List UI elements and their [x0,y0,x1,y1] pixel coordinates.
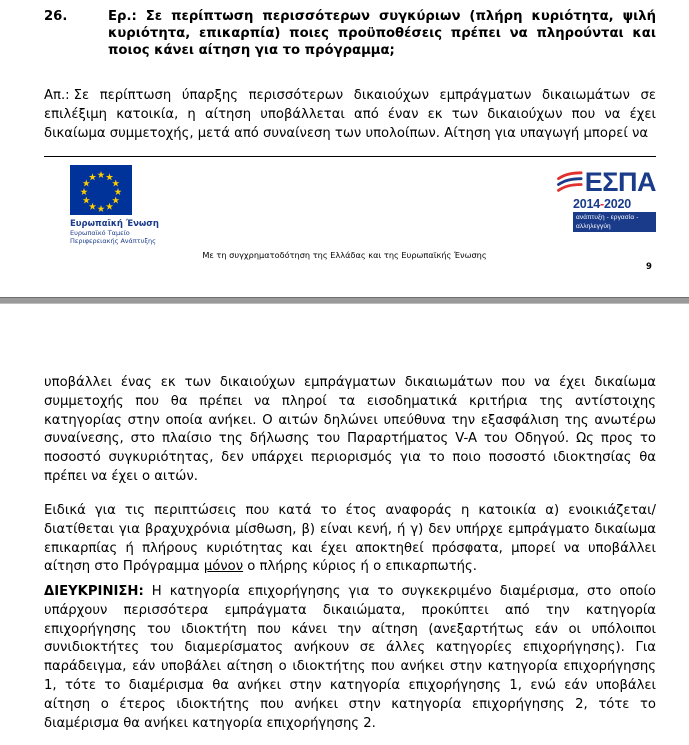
clarification-paragraph [44,583,656,733]
continuation-paragraph: υποβάλλει ένας εκ των δικαιούχων εμπράγματων δικαιωμάτων που να έχει δικαίωμα συμμετοχής που θα πρέπει να πληροί τα εισοδηματικά κριτήρια της αντίστοιχης κατηγορίας στην οποία ανήκει. Ο αιτών δηλώνει υπεύθυνα την εξασφάλιση της ανωτέρω συναίνεσης, στο πλαίσιο της δήλωσης του Παραρτήματος V-A του Οδηγού. Ως προς το ποσοστό συγκυριότητας, δεν υπάρχει περιορισμός για το ποιο ποσοστό ιδιοκτησίας θα πρέπει να έχει ο αιτών. [44,375,656,484]
question-text: Ερ.: Σε περίπτωση περισσότερων συγκύριων (πλήρη κυριότητα, ψιλή κυριότητα, επικαρπία) ποιες προϋποθέσεις πρέπει να πληρούνται και ποιος κάνει αίτηση για το πρόγραμμα; [108,9,656,58]
question-number: 26. [44,9,68,24]
espa-wordmark: ΕΣΠΑ [584,167,656,197]
espa-stripes-icon [556,167,583,197]
espa-tagline: ανάπτυξη - εργασία - αλληλεγγύη [573,212,656,232]
page-top [0,0,689,297]
answer-paragraph [44,86,656,144]
page-separator [0,297,689,304]
clarification-label: ΔΙΕΥΚΡΙΝΙΣΗ: [44,584,144,599]
footer-divider [44,156,656,157]
eu-fund-line1: Ευρωπαϊκό Ταμείο [70,229,130,237]
espa-logo-block [556,167,656,232]
eu-title: Ευρωπαϊκή Ένωση [70,219,159,229]
special-underlined-word: μόνον [203,559,244,575]
espa-year-dash: - [600,197,604,211]
espa-year-start: 2014 [573,197,601,211]
answer-prefix: Απ.: [44,88,70,103]
question-heading [44,8,656,59]
cofunding-statement: Με τη συγχρηματοδότηση της Ελλάδας και της Ευρωπαϊκής Ένωσης [202,250,487,260]
eu-logo-block [70,165,160,245]
clarification-text: Η κατηγορία επιχορήγησης για το συγκεκριμένο διαμέρισμα, στο οποίο υπάρχουν περισσότερα εμπράγματα δικαιώματα, προκύπτει από την κατηγορία επιχορήγησης του ιδιοκτήτη που κάνει την αίτηση (ανεξαρτήτως εάν οι υπόλοιποι συνιδιοκτήτες του διαμερίσματος ανήκουν σε άλλες κατηγορίες επιχορήγησης). Για παράδειγμα, εάν υποβάλει αίτηση ο ιδιοκτήτης που ανήκει στην κατηγορία επιχορήγησης 1, τότε το διαμέρισμα θα ανήκει στην κατηγορία επιχορήγησης 1, ενώ εάν υποβάλει αίτηση ο έτερος ιδιοκτήτης που ανήκει στην κατηγορία επιχορήγησης 2, τότε το διαμέρισμα θα ανήκει κατηγορία επιχορήγησης 2. [44,584,656,731]
special-text-after: ο πλήρης κύριος ή ο επικαρπωτής. [247,559,477,575]
espa-year-end: 2020 [603,197,631,211]
eu-fund-line2: Περιφερειακής Ανάπτυξης [70,237,156,245]
answer-text: Σε περίπτωση ύπαρξης περισσότερων δικαιούχων εμπράγματων δικαιωμάτων σε επιλέξιμη κατοικία, η αίτηση υποβάλλεται από έναν εκ των δικαιούχων που να έχει δικαίωμα συμμετοχής, μετά από συναίνεση των υπολοίπων. Αίτηση για υπαγωγή μπορεί να [44,88,656,141]
special-text-before: Ειδικά για τις περιπτώσεις που κατά το έτος αναφοράς η κατοικία α) ενοικιάζεται/διατίθεται για βραχυχρόνια μίσθωση, β) είναι κενή, ή γ) δεν υπήρχε εμπράγματο δικαίωμα επικαρπίας ή πλήρους κυριότητας και έχει αποκτηθεί πρόσφατα, μπορεί να υποβάλλει αίτηση στο Πρόγραμμα [44,503,656,575]
eu-flag-icon [70,165,132,215]
special-cases-paragraph [44,502,656,577]
espa-years [573,197,656,211]
page-number: 9 [646,262,652,272]
